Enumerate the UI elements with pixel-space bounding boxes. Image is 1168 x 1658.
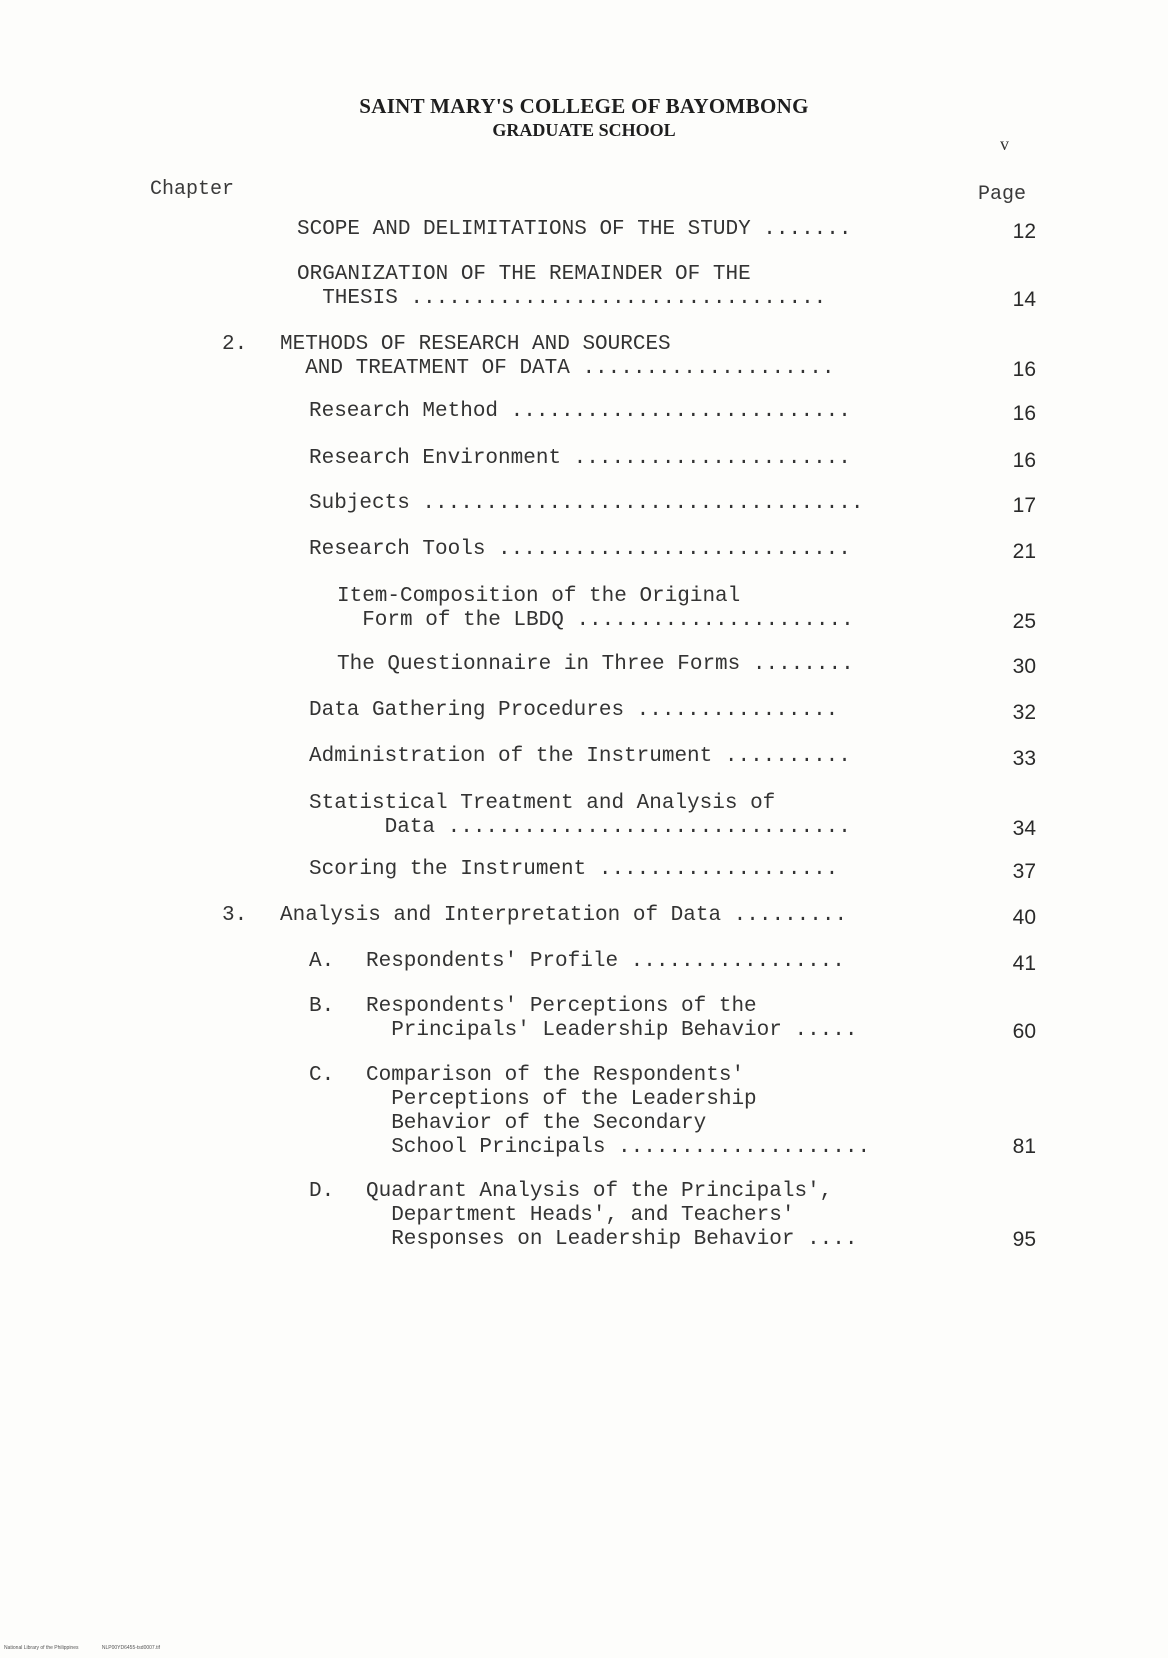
toc-entry (309, 492, 864, 516)
toc-entry-line: Comparison of the Respondents' (366, 1064, 745, 1087)
toc-entry-line: Research Method ........................... (309, 400, 851, 423)
toc-entry-line: Subjects ................................... (309, 492, 864, 515)
toc-entry-line: Form of the LBDQ ...................... (337, 609, 854, 632)
toc-entry-line: Data Gathering Procedures ................ (309, 699, 839, 722)
toc-entry (297, 263, 826, 311)
toc-entry (337, 653, 854, 677)
toc-entry (309, 858, 838, 882)
toc-entry (280, 904, 847, 928)
footer-file: NLP00YD6455-tsd0007.tif (101, 1645, 160, 1651)
section-letter: C. (309, 1064, 335, 1087)
toc-page-number: 25 (1012, 610, 1036, 633)
toc-entry-line: Research Environment ...................... (309, 447, 851, 470)
toc-entry (309, 745, 851, 769)
toc-page-number: 12 (1012, 220, 1036, 243)
chapter-number: 3. (222, 904, 248, 927)
toc-page-number: 81 (1012, 1135, 1036, 1158)
toc-entry-line: Data ................................ (309, 816, 851, 839)
toc-entry (297, 218, 852, 242)
toc-entry (309, 699, 838, 723)
toc-entry-line: The Questionnaire in Three Forms ........ (337, 653, 854, 676)
toc-entry-line: Scoring the Instrument ................... (309, 858, 839, 881)
toc-entry-line: Department Heads', and Teachers' (366, 1204, 795, 1227)
toc-entry (366, 1180, 857, 1252)
toc-page-number: 17 (1012, 494, 1036, 517)
section-letter: D. (309, 1180, 335, 1203)
toc-entry-line: Analysis and Interpretation of Data ......... (280, 904, 848, 927)
page-number: v (1000, 134, 1009, 154)
toc-entry-line: Responses on Leadership Behavior .... (366, 1228, 858, 1251)
toc-entry-line: Item-Composition of the Original (337, 585, 741, 608)
toc-page-number: 32 (1012, 701, 1036, 724)
toc-entry-line: Principals' Leadership Behavior ..... (366, 1019, 858, 1042)
school-subtitle: GRADUATE SCHOOL (492, 120, 676, 140)
toc-entry-line: School Principals .................... (366, 1136, 871, 1159)
toc-entry-line: Statistical Treatment and Analysis of (309, 792, 776, 815)
institution-title: SAINT MARY'S COLLEGE OF BAYOMBONG (359, 94, 809, 118)
toc-page-number: 30 (1012, 655, 1036, 678)
toc-entry-line: Quadrant Analysis of the Principals', (366, 1180, 833, 1203)
toc-entry-line: Respondents' Perceptions of the (366, 995, 757, 1018)
toc-entry (337, 585, 854, 633)
toc-entry-line: Perceptions of the Leadership (366, 1088, 757, 1111)
toc-entry (280, 333, 835, 381)
chapter-number: 2. (222, 333, 248, 356)
toc-entry-line: ORGANIZATION OF THE REMAINDER OF THE (297, 263, 751, 286)
toc-entry-line: SCOPE AND DELIMITATIONS OF THE STUDY ....... (297, 218, 852, 241)
toc-entry-line: Administration of the Instrument .......... (309, 745, 851, 768)
chapter-column-header: Chapter (150, 178, 235, 201)
toc-page-number: 16 (1012, 449, 1036, 472)
toc-page-number: 16 (1012, 358, 1036, 381)
toc-page-number: 41 (1012, 952, 1036, 975)
section-letter: B. (309, 995, 335, 1018)
toc-entry (309, 447, 851, 471)
toc-page-number: 95 (1012, 1228, 1036, 1251)
toc-entry (309, 792, 851, 840)
toc-entry-line: THESIS ................................. (297, 287, 827, 310)
section-letter: A. (309, 950, 335, 973)
toc-entry-line: Behavior of the Secondary (366, 1112, 707, 1135)
toc-page-number: 60 (1012, 1020, 1036, 1043)
toc-page-number: 16 (1012, 402, 1036, 425)
toc-entry-line: METHODS OF RESEARCH AND SOURCES (280, 333, 671, 356)
toc-page-number: 40 (1012, 906, 1036, 929)
toc-entry-line: Respondents' Profile ................. (366, 950, 845, 973)
toc-entry (309, 400, 851, 424)
toc-entry (309, 538, 851, 562)
toc-page-number: 33 (1012, 747, 1036, 770)
toc-entry-line: Research Tools ............................ (309, 538, 851, 561)
toc-entry (366, 995, 857, 1043)
toc-page-number: 21 (1012, 540, 1036, 563)
toc-page-number: 37 (1012, 860, 1036, 883)
footer-library: National Library of the Philippines (4, 1645, 79, 1651)
toc-entry-line: AND TREATMENT OF DATA .................... (280, 357, 835, 380)
toc-entry (366, 950, 845, 974)
scan-footer (4, 1645, 182, 1651)
toc-entry (366, 1064, 870, 1160)
toc-page-number: 34 (1012, 817, 1036, 840)
page-column-header: Page (978, 183, 1027, 206)
toc-page-number: 14 (1012, 288, 1036, 311)
